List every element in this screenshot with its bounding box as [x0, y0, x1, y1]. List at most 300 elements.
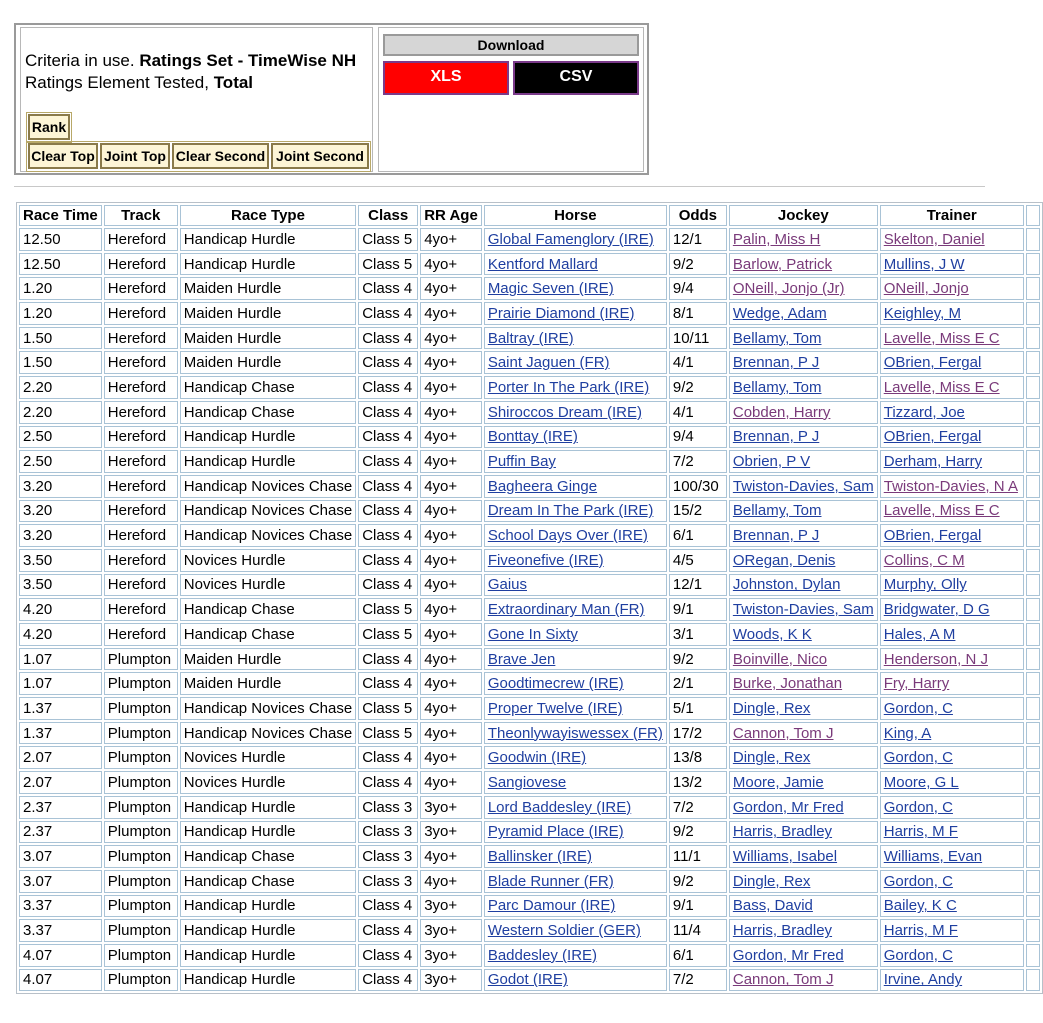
race-time-cell: 2.07 — [19, 771, 102, 794]
odds-cell: 7/2 — [669, 969, 727, 992]
column-header-jockey: Jockey — [729, 205, 878, 226]
horse-link[interactable]: Brave Jen — [487, 650, 556, 668]
trainer-link[interactable]: Collins, C M — [883, 551, 965, 569]
track-cell: Hereford — [104, 450, 178, 473]
horse-link[interactable]: Goodtimecrew (IRE) — [487, 675, 624, 693]
jockey-cell — [729, 426, 878, 449]
joint-top-button[interactable]: Joint Top — [100, 143, 170, 169]
horse-link[interactable]: Bonttay (IRE) — [487, 428, 578, 446]
trainer-cell — [880, 475, 1024, 498]
class-cell: Class 3 — [358, 796, 418, 819]
race-time-cell: 4.20 — [19, 623, 102, 646]
trainer-link[interactable]: Bridgwater, D G — [883, 601, 990, 619]
trainer-link[interactable]: Twiston-Davies, N A — [883, 477, 1018, 495]
overflow-cell — [1026, 697, 1040, 720]
trainer-cell — [880, 302, 1024, 325]
trainer-link[interactable]: Derham, Harry — [883, 453, 983, 471]
column-header-race-type: Race Type — [180, 205, 356, 226]
track-cell: Hereford — [104, 623, 178, 646]
horse-cell — [484, 475, 667, 498]
race-type-cell: Novices Hurdle — [180, 549, 356, 572]
horse-cell — [484, 351, 667, 374]
horse-link[interactable]: Proper Twelve (IRE) — [487, 699, 623, 717]
odds-cell: 9/2 — [669, 376, 727, 399]
odds-cell: 5/1 — [669, 697, 727, 720]
jockey-link[interactable]: Wedge, Adam — [732, 304, 827, 322]
horse-link[interactable]: Extraordinary Man (FR) — [487, 601, 645, 619]
trainer-link[interactable]: Henderson, N J — [883, 650, 988, 668]
trainer-link[interactable]: ONeill, Jonjo — [883, 280, 969, 298]
trainer-cell — [880, 870, 1024, 893]
race-type-cell: Novices Hurdle — [180, 771, 356, 794]
overflow-cell — [1026, 919, 1040, 942]
jockey-link[interactable]: Gordon, Mr Fred — [732, 798, 844, 816]
race-time-cell: 1.20 — [19, 302, 102, 325]
trainer-cell — [880, 549, 1024, 572]
jockey-cell — [729, 351, 878, 374]
table-row — [19, 500, 1040, 523]
jockey-cell — [729, 228, 878, 251]
race-type-cell: Handicap Novices Chase — [180, 500, 356, 523]
horse-link[interactable]: Bagheera Ginge — [487, 477, 598, 495]
class-cell: Class 3 — [358, 821, 418, 844]
class-cell: Class 4 — [358, 401, 418, 424]
overflow-cell — [1026, 648, 1040, 671]
table-row — [19, 944, 1040, 967]
rr-age-cell: 4yo+ — [420, 722, 482, 745]
rr-age-cell: 4yo+ — [420, 302, 482, 325]
trainer-link[interactable]: Lavelle, Miss E C — [883, 502, 1000, 520]
odds-cell: 4/1 — [669, 351, 727, 374]
jockey-cell — [729, 376, 878, 399]
trainer-cell — [880, 450, 1024, 473]
class-cell: Class 4 — [358, 277, 418, 300]
race-type-cell: Handicap Chase — [180, 623, 356, 646]
race-type-cell: Maiden Hurdle — [180, 648, 356, 671]
horse-link[interactable]: Global Famenglory (IRE) — [487, 230, 654, 248]
trainer-link[interactable]: Bailey, K C — [883, 897, 957, 915]
track-cell: Plumpton — [104, 919, 178, 942]
track-cell: Plumpton — [104, 648, 178, 671]
trainer-link[interactable]: OBrien, Fergal — [883, 527, 982, 545]
rr-age-cell: 4yo+ — [420, 870, 482, 893]
jockey-link[interactable]: ONeill, Jonjo (Jr) — [732, 280, 845, 298]
jockey-link[interactable]: Brennan, P J — [732, 527, 820, 545]
table-row — [19, 475, 1040, 498]
trainer-link[interactable]: Irvine, Andy — [883, 971, 963, 989]
overflow-cell — [1026, 549, 1040, 572]
jockey-link[interactable]: Brennan, P J — [732, 428, 820, 446]
class-cell: Class 3 — [358, 870, 418, 893]
column-header-race-time: Race Time — [19, 205, 102, 226]
trainer-link[interactable]: Harris, M F — [883, 922, 958, 940]
jockey-link[interactable]: Cobden, Harry — [732, 403, 831, 421]
table-row — [19, 969, 1040, 992]
table-row — [19, 401, 1040, 424]
criteria-section — [20, 27, 373, 172]
trainer-cell — [880, 672, 1024, 695]
clear-top-button[interactable]: Clear Top — [28, 143, 98, 169]
horse-link[interactable]: Goodwin (IRE) — [487, 749, 587, 767]
class-cell: Class 4 — [358, 746, 418, 769]
trainer-cell — [880, 500, 1024, 523]
horse-link[interactable]: Shiroccos Dream (IRE) — [487, 403, 643, 421]
odds-cell: 2/1 — [669, 672, 727, 695]
table-row — [19, 796, 1040, 819]
trainer-cell — [880, 944, 1024, 967]
track-cell: Hereford — [104, 253, 178, 276]
horse-link[interactable]: School Days Over (IRE) — [487, 527, 648, 545]
track-cell: Hereford — [104, 302, 178, 325]
horse-cell — [484, 253, 667, 276]
class-cell: Class 4 — [358, 771, 418, 794]
track-cell: Plumpton — [104, 771, 178, 794]
column-header-horse: Horse — [484, 205, 667, 226]
jockey-link[interactable]: Dingle, Rex — [732, 699, 811, 717]
jockey-link[interactable]: Barlow, Patrick — [732, 255, 833, 273]
odds-cell: 15/2 — [669, 500, 727, 523]
jockey-cell — [729, 401, 878, 424]
jockey-link[interactable]: Cannon, Tom J — [732, 971, 834, 989]
overflow-cell — [1026, 821, 1040, 844]
class-cell: Class 4 — [358, 944, 418, 967]
horse-cell — [484, 672, 667, 695]
rr-age-cell: 4yo+ — [420, 746, 482, 769]
overflow-cell — [1026, 746, 1040, 769]
jockey-link[interactable]: Woods, K K — [732, 625, 812, 643]
trainer-link[interactable]: King, A — [883, 724, 932, 742]
rr-age-cell: 4yo+ — [420, 351, 482, 374]
trainer-link[interactable]: Keighley, M — [883, 304, 961, 322]
odds-cell: 7/2 — [669, 450, 727, 473]
horse-link[interactable]: Magic Seven (IRE) — [487, 280, 614, 298]
rr-age-cell: 4yo+ — [420, 277, 482, 300]
jockey-link[interactable]: Burke, Jonathan — [732, 675, 843, 693]
jockey-cell — [729, 549, 878, 572]
horse-link[interactable]: Ballinsker (IRE) — [487, 848, 592, 866]
table-row — [19, 821, 1040, 844]
rr-age-cell: 4yo+ — [420, 376, 482, 399]
jockey-link[interactable]: Palin, Miss H — [732, 230, 821, 248]
rr-age-cell: 3yo+ — [420, 919, 482, 942]
clear-second-button[interactable]: Clear Second — [172, 143, 269, 169]
trainer-cell — [880, 598, 1024, 621]
trainer-link[interactable]: Williams, Evan — [883, 848, 983, 866]
trainer-link[interactable]: OBrien, Fergal — [883, 354, 982, 372]
track-cell: Hereford — [104, 549, 178, 572]
table-row — [19, 870, 1040, 893]
jockey-cell — [729, 598, 878, 621]
horse-cell — [484, 870, 667, 893]
jockey-link[interactable]: Twiston-Davies, Sam — [732, 601, 874, 619]
horse-link[interactable]: Kentford Mallard — [487, 255, 598, 273]
horse-link[interactable]: Pyramid Place (IRE) — [487, 823, 624, 841]
overflow-cell — [1026, 771, 1040, 794]
track-cell: Plumpton — [104, 969, 178, 992]
jockey-link[interactable]: Obrien, P V — [732, 453, 811, 471]
joint-second-button[interactable]: Joint Second — [271, 143, 369, 169]
trainer-cell — [880, 746, 1024, 769]
jockey-link[interactable]: Williams, Isabel — [732, 848, 838, 866]
download-section — [378, 27, 644, 172]
track-cell: Hereford — [104, 598, 178, 621]
rr-age-cell: 4yo+ — [420, 475, 482, 498]
rr-age-cell: 4yo+ — [420, 450, 482, 473]
track-cell: Plumpton — [104, 944, 178, 967]
jockey-link[interactable]: Twiston-Davies, Sam — [732, 477, 874, 495]
table-row — [19, 722, 1040, 745]
rr-age-cell: 4yo+ — [420, 253, 482, 276]
jockey-link[interactable]: Harris, Bradley — [732, 922, 833, 940]
odds-cell: 9/2 — [669, 870, 727, 893]
table-row — [19, 327, 1040, 350]
class-cell: Class 4 — [358, 524, 418, 547]
race-type-cell: Handicap Chase — [180, 401, 356, 424]
horse-link[interactable]: Gone In Sixty — [487, 625, 578, 643]
horse-link[interactable]: Porter In The Park (IRE) — [487, 378, 650, 396]
class-cell: Class 4 — [358, 327, 418, 350]
jockey-cell — [729, 524, 878, 547]
table-row — [19, 351, 1040, 374]
race-time-cell: 3.50 — [19, 549, 102, 572]
horse-link[interactable]: Parc Damour (IRE) — [487, 897, 616, 915]
trainer-link[interactable]: Gordon, C — [883, 699, 953, 717]
race-type-cell: Novices Hurdle — [180, 574, 356, 597]
overflow-cell — [1026, 796, 1040, 819]
horse-link[interactable]: Baltray (IRE) — [487, 329, 574, 347]
race-type-cell: Maiden Hurdle — [180, 277, 356, 300]
track-cell: Hereford — [104, 228, 178, 251]
race-time-cell: 2.50 — [19, 450, 102, 473]
race-time-cell: 4.20 — [19, 598, 102, 621]
jockey-link[interactable]: Gordon, Mr Fred — [732, 946, 844, 964]
jockey-link[interactable]: Bellamy, Tom — [732, 329, 822, 347]
class-cell: Class 5 — [358, 228, 418, 251]
rr-age-cell: 4yo+ — [420, 598, 482, 621]
overflow-cell — [1026, 722, 1040, 745]
ratings-element: Total — [213, 73, 254, 92]
rr-age-cell: 4yo+ — [420, 549, 482, 572]
jockey-link[interactable]: Johnston, Dylan — [732, 576, 841, 594]
track-cell: Hereford — [104, 574, 178, 597]
rr-age-cell: 3yo+ — [420, 895, 482, 918]
jockey-link[interactable]: Dingle, Rex — [732, 872, 811, 890]
table-row — [19, 302, 1040, 325]
race-time-cell: 2.37 — [19, 796, 102, 819]
rank-button[interactable]: Rank — [28, 114, 70, 140]
jockey-link[interactable]: Bass, David — [732, 897, 813, 915]
trainer-link[interactable]: Lavelle, Miss E C — [883, 378, 1000, 396]
criteria-panel — [14, 23, 649, 175]
trainer-link[interactable]: Fry, Harry — [883, 675, 950, 693]
horse-link[interactable]: Sangiovese — [487, 773, 567, 791]
track-cell: Hereford — [104, 351, 178, 374]
jockey-cell — [729, 722, 878, 745]
jockey-link[interactable]: Brennan, P J — [732, 354, 820, 372]
horse-link[interactable]: Fiveonefive (IRE) — [487, 551, 604, 569]
overflow-cell — [1026, 598, 1040, 621]
jockey-cell — [729, 845, 878, 868]
table-row — [19, 623, 1040, 646]
jockey-link[interactable]: Moore, Jamie — [732, 773, 824, 791]
column-header-track: Track — [104, 205, 178, 226]
jockey-cell — [729, 796, 878, 819]
table-row — [19, 672, 1040, 695]
overflow-cell — [1026, 623, 1040, 646]
odds-cell: 9/1 — [669, 895, 727, 918]
race-time-cell: 1.50 — [19, 351, 102, 374]
jockey-link[interactable]: Cannon, Tom J — [732, 724, 834, 742]
class-cell: Class 5 — [358, 623, 418, 646]
trainer-cell — [880, 253, 1024, 276]
trainer-link[interactable]: Gordon, C — [883, 946, 953, 964]
trainer-link[interactable]: OBrien, Fergal — [883, 428, 982, 446]
horse-link[interactable]: Baddesley (IRE) — [487, 946, 598, 964]
odds-cell: 9/1 — [669, 598, 727, 621]
horse-cell — [484, 623, 667, 646]
track-cell: Hereford — [104, 277, 178, 300]
class-cell: Class 4 — [358, 376, 418, 399]
horse-cell — [484, 302, 667, 325]
table-row — [19, 746, 1040, 769]
table-row — [19, 919, 1040, 942]
race-time-cell: 1.07 — [19, 672, 102, 695]
jockey-cell — [729, 821, 878, 844]
rr-age-cell: 4yo+ — [420, 672, 482, 695]
trainer-cell — [880, 821, 1024, 844]
element-prefix: Ratings Element Tested, — [25, 73, 214, 92]
horse-link[interactable]: Blade Runner (FR) — [487, 872, 614, 890]
overflow-cell — [1026, 376, 1040, 399]
race-type-cell: Maiden Hurdle — [180, 327, 356, 350]
class-cell: Class 4 — [358, 969, 418, 992]
horse-link[interactable]: Western Soldier (GER) — [487, 922, 641, 940]
jockey-link[interactable]: ORegan, Denis — [732, 551, 836, 569]
race-time-cell: 12.50 — [19, 253, 102, 276]
race-type-cell: Handicap Hurdle — [180, 253, 356, 276]
race-time-cell: 3.20 — [19, 524, 102, 547]
odds-cell: 4/1 — [669, 401, 727, 424]
trainer-cell — [880, 623, 1024, 646]
trainer-link[interactable]: Harris, M F — [883, 823, 958, 841]
csv-download-button[interactable]: CSV — [513, 61, 639, 95]
trainer-link[interactable]: Moore, G L — [883, 773, 959, 791]
column-header-odds: Odds — [669, 205, 727, 226]
horse-link[interactable]: Lord Baddesley (IRE) — [487, 798, 632, 816]
horse-cell — [484, 821, 667, 844]
class-cell: Class 3 — [358, 845, 418, 868]
trainer-cell — [880, 697, 1024, 720]
odds-cell: 13/8 — [669, 746, 727, 769]
race-time-cell: 2.20 — [19, 376, 102, 399]
race-time-cell: 3.37 — [19, 895, 102, 918]
horse-cell — [484, 376, 667, 399]
class-cell: Class 4 — [358, 475, 418, 498]
rr-age-cell: 4yo+ — [420, 697, 482, 720]
trainer-link[interactable]: Gordon, C — [883, 872, 953, 890]
class-cell: Class 4 — [358, 302, 418, 325]
jockey-link[interactable]: Bellamy, Tom — [732, 378, 822, 396]
trainer-link[interactable]: Tizzard, Joe — [883, 403, 965, 421]
class-cell: Class 4 — [358, 351, 418, 374]
horse-cell — [484, 277, 667, 300]
horse-cell — [484, 697, 667, 720]
column-header-class: Class — [358, 205, 418, 226]
horse-link[interactable]: Theonlywayiswessex (FR) — [487, 724, 663, 742]
jockey-link[interactable]: Dingle, Rex — [732, 749, 811, 767]
horse-cell — [484, 426, 667, 449]
horse-link[interactable]: Dream In The Park (IRE) — [487, 502, 654, 520]
xls-download-button[interactable]: XLS — [383, 61, 509, 95]
horse-cell — [484, 228, 667, 251]
horse-link[interactable]: Saint Jaguen (FR) — [487, 354, 610, 372]
trainer-cell — [880, 426, 1024, 449]
jockey-cell — [729, 648, 878, 671]
race-type-cell: Handicap Hurdle — [180, 450, 356, 473]
overflow-cell — [1026, 475, 1040, 498]
horse-link[interactable]: Gaius — [487, 576, 527, 594]
race-type-cell: Handicap Chase — [180, 845, 356, 868]
horse-cell — [484, 648, 667, 671]
rr-age-cell: 3yo+ — [420, 821, 482, 844]
horse-link[interactable]: Godot (IRE) — [487, 971, 568, 989]
horse-cell — [484, 524, 667, 547]
trainer-cell — [880, 969, 1024, 992]
class-cell: Class 4 — [358, 450, 418, 473]
track-cell: Plumpton — [104, 722, 178, 745]
trainer-link[interactable]: Gordon, C — [883, 798, 953, 816]
rr-age-cell: 4yo+ — [420, 228, 482, 251]
track-cell: Hereford — [104, 426, 178, 449]
horse-link[interactable]: Puffin Bay — [487, 453, 556, 471]
trainer-link[interactable]: Lavelle, Miss E C — [883, 329, 1000, 347]
jockey-link[interactable]: Harris, Bradley — [732, 823, 833, 841]
table-row — [19, 549, 1040, 572]
class-cell: Class 5 — [358, 722, 418, 745]
jockey-cell — [729, 771, 878, 794]
trainer-cell — [880, 722, 1024, 745]
trainer-link[interactable]: Murphy, Olly — [883, 576, 967, 594]
race-type-cell: Handicap Novices Chase — [180, 697, 356, 720]
horse-link[interactable]: Prairie Diamond (IRE) — [487, 304, 635, 322]
trainer-link[interactable]: Hales, A M — [883, 625, 956, 643]
overflow-cell — [1026, 277, 1040, 300]
class-cell: Class 4 — [358, 919, 418, 942]
overflow-cell — [1026, 351, 1040, 374]
trainer-link[interactable]: Gordon, C — [883, 749, 953, 767]
horse-cell — [484, 574, 667, 597]
jockey-link[interactable]: Bellamy, Tom — [732, 502, 822, 520]
track-cell: Hereford — [104, 327, 178, 350]
jockey-cell — [729, 327, 878, 350]
jockey-cell — [729, 944, 878, 967]
jockey-link[interactable]: Boinville, Nico — [732, 650, 828, 668]
race-time-cell: 3.20 — [19, 500, 102, 523]
rr-age-cell: 4yo+ — [420, 648, 482, 671]
trainer-cell — [880, 228, 1024, 251]
table-row — [19, 895, 1040, 918]
table-row — [19, 524, 1040, 547]
race-type-cell: Handicap Hurdle — [180, 969, 356, 992]
jockey-cell — [729, 500, 878, 523]
odds-cell: 10/11 — [669, 327, 727, 350]
race-time-cell: 1.50 — [19, 327, 102, 350]
trainer-cell — [880, 895, 1024, 918]
rr-age-cell: 4yo+ — [420, 845, 482, 868]
trainer-link[interactable]: Mullins, J W — [883, 255, 965, 273]
table-row — [19, 648, 1040, 671]
trainer-link[interactable]: Skelton, Daniel — [883, 230, 985, 248]
